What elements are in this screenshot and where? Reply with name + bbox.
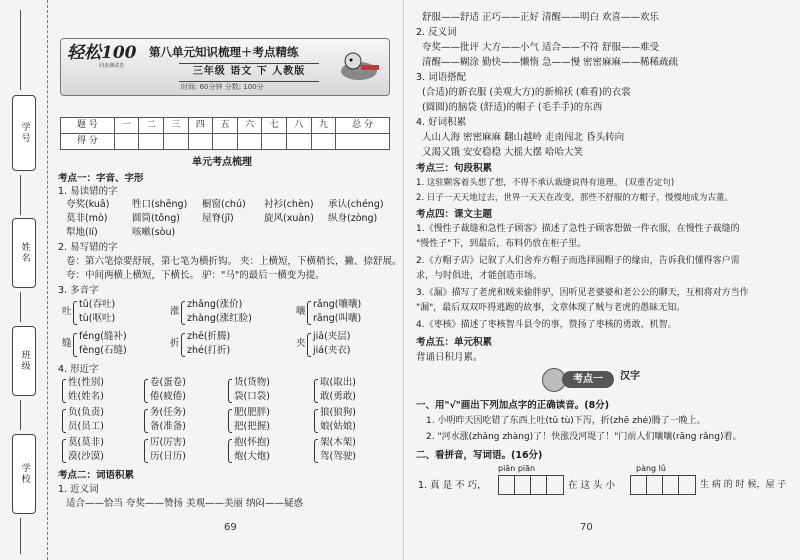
similar-char: 莫(莫非) — [68, 437, 104, 448]
word-item: 犁地(lí) — [66, 227, 98, 238]
similar-char: 肥(肥胖) — [234, 407, 270, 418]
score-cell: 七 — [262, 118, 287, 134]
similar-char: 敢(勇敢) — [320, 391, 356, 402]
sentence-line: 2. 日子一天天地过去，世界一天天在改变，那些不舒服的方帽子，慢慢地成为古董。 — [416, 193, 733, 203]
school-box — [12, 434, 36, 514]
theme-line: "漏"，最后双双吓得逃跑的故事，文章体现了贼与老虎的愚昧无知。 — [416, 303, 686, 313]
score-cell: 二 — [139, 118, 164, 134]
theme-line: 3.《漏》描写了老虎和贼来偷胖驴，因听见老婆婆和老公公的聊天，互相将对方当作 — [416, 288, 749, 298]
class-label: 班级 — [19, 350, 30, 372]
subsection-heading: 3. 多音字 — [58, 285, 99, 296]
left-page — [52, 0, 400, 560]
brace — [62, 439, 66, 463]
score-cell: 题 号 — [61, 118, 115, 134]
page-title: 第八单元知识梳理＋考点精练 — [149, 45, 299, 59]
score-input-cell[interactable] — [336, 134, 390, 150]
answer-cell[interactable] — [531, 476, 547, 494]
section-heading: 考点三：句段积累 — [416, 163, 493, 174]
word-line: 清醒——糊涂 勤快——懒惰 急——慢 密密麻麻——稀稀疏疏 — [422, 57, 679, 68]
score-cell: 三 — [163, 118, 188, 134]
similar-char: 袋(口袋) — [234, 391, 270, 402]
brace — [307, 333, 311, 357]
topic-badge-pill: 考点一 — [562, 371, 614, 388]
similar-char: 备(准备) — [150, 421, 186, 432]
polyphone-reading: tù(呕吐) — [79, 313, 116, 324]
unit-title: 单元考点梳理 — [192, 157, 252, 168]
word-item: 承认(chéng) — [328, 199, 384, 210]
section-heading: 考点五：单元积累 — [416, 337, 493, 348]
answer-cell[interactable] — [631, 476, 647, 494]
brand-logo-sub: 同步测试卷 — [99, 63, 125, 69]
name-box — [12, 218, 36, 288]
brace — [181, 301, 185, 325]
binding-line — [20, 10, 21, 90]
answer-cell[interactable] — [499, 476, 515, 494]
theme-line: 2.《方帽子店》记叙了人们舍弃方帽子而选择圆帽子的缘由，告诉我们懂得客户需 — [416, 256, 740, 266]
section-heading: 考点四：课文主题 — [416, 209, 493, 220]
score-input-cell[interactable] — [163, 134, 188, 150]
brace — [73, 333, 77, 357]
brace — [73, 301, 77, 325]
polyphone-char: 折 — [170, 338, 180, 349]
score-cell: 一 — [114, 118, 139, 134]
score-input-cell[interactable] — [237, 134, 262, 150]
subsection-heading: 4. 好词积累 — [416, 117, 467, 128]
score-cell: 得 分 — [61, 134, 115, 150]
score-table — [60, 117, 390, 150]
brace — [144, 379, 148, 403]
polyphone-reading: zhàng(涨红脸) — [187, 313, 252, 324]
word-item: 旋风(xuàn) — [264, 213, 314, 224]
brace — [314, 409, 318, 433]
brace — [307, 301, 311, 325]
page-number: 70 — [580, 522, 593, 533]
theme-line: 4.《枣核》描述了枣核智斗县令的事，赞扬了枣核的勇敢、机智。 — [416, 320, 677, 330]
question-item: 生 病 的 时 候，屋 子 — [700, 480, 787, 490]
similar-char: 驾(驾驶) — [320, 451, 356, 462]
binding-strip — [0, 0, 48, 560]
brace — [144, 409, 148, 433]
word-item: 咳嗽(sòu) — [132, 227, 176, 238]
page-spine — [403, 0, 404, 560]
theme-line: 1.《慢性子裁缝和急性子顾客》描述了急性子顾客想做一件衣服，在慢性子裁缝的 — [416, 224, 740, 234]
score-cell: 九 — [311, 118, 336, 134]
topic-badge-label: 汉字 — [620, 371, 640, 382]
similar-char: 货(货物) — [234, 377, 270, 388]
word-line: 夸奖——批评 大方——小气 适合——不符 舒服——难受 — [422, 42, 660, 53]
page-subtitle: 三年级 语文 下 人教版 — [179, 63, 319, 82]
subsection-heading: 2. 易写错的字 — [58, 242, 118, 253]
word-line: 又渴又饿 安安稳稳 大摇大摆 哈哈大笑 — [422, 147, 584, 158]
word-item: 纵身(zòng) — [328, 213, 378, 224]
answer-grid[interactable] — [498, 475, 564, 495]
similar-char: 厉(厉害) — [150, 437, 186, 448]
polyphone-char: 夹 — [296, 338, 306, 349]
answer-cell[interactable] — [515, 476, 531, 494]
answer-cell[interactable] — [647, 476, 663, 494]
header-banner — [60, 38, 390, 96]
score-input-cell[interactable] — [287, 134, 312, 150]
school-label: 学校 — [19, 463, 30, 485]
word-item: 夸奖(kuā) — [66, 199, 110, 210]
section-heading: 考点一：字音、字形 — [58, 173, 144, 184]
mascot-icon — [337, 49, 381, 83]
similar-char: 取(取出) — [320, 377, 356, 388]
score-input-cell[interactable] — [262, 134, 287, 150]
brand-logo: 轻松100 — [67, 43, 137, 63]
synonym-line: 适合——恰当 夸奖——赞扬 美观——美丽 纳闷——疑惑 — [66, 498, 304, 509]
class-box — [12, 326, 36, 396]
polyphone-char: 涨 — [170, 306, 180, 317]
theme-line: "慢性子"下，到最后，布料仍放在柜子里。 — [416, 239, 587, 249]
subsection-heading: 1. 易读错的字 — [58, 186, 118, 197]
word-item: 屋脊(jǐ) — [202, 213, 234, 224]
similar-char: 抱(怀抱) — [234, 437, 270, 448]
topic-badge — [542, 368, 642, 390]
score-input-cell[interactable] — [188, 134, 213, 150]
question-item: 1. 小明昨天因吃错了东西上吐(tǔ tù)下泻，折(zhē zhé)腾了一晚上。 — [426, 416, 706, 426]
word-item: 莫非(mò) — [66, 213, 108, 224]
polyphone-char: 缝 — [62, 338, 72, 349]
brace — [228, 409, 232, 433]
polyphone-reading: tǔ(吞吐) — [79, 299, 116, 310]
question-item: 2. "河水涨(zhǎng zhàng)了！快涨没河堤了！"门前人们嚷嚷(rāng rǎng)着。 — [426, 432, 742, 442]
brace — [181, 333, 185, 357]
subsection-heading: 4. 形近字 — [58, 364, 99, 375]
brace — [144, 439, 148, 463]
word-line: (合适)的新衣服 (美观大方)的新棉袄 (难看)的衣裳 — [422, 87, 631, 98]
question-item: 在 这 头 小 — [568, 480, 616, 491]
accumulation-line: 背诵日积月累。 — [416, 352, 483, 363]
word-line: 舒服——舒适 正巧——正好 清醒——明白 欢喜——欢乐 — [422, 12, 660, 23]
score-input-cell[interactable] — [213, 134, 238, 150]
subsection-heading: 3. 词语搭配 — [416, 72, 467, 83]
score-cell: 八 — [287, 118, 312, 134]
time-score-info: 时间: 60分钟 分数: 100分 — [181, 83, 264, 91]
similar-char: 务(任务) — [150, 407, 186, 418]
score-input-cell[interactable] — [114, 134, 139, 150]
writing-note: 夸：中间两横上横短，下横长。 驴："马"的最后一横变为提。 — [66, 270, 325, 281]
brace — [62, 379, 66, 403]
similar-char: 炮(大炮) — [234, 451, 270, 462]
score-cell: 四 — [188, 118, 213, 134]
similar-char: 姓(姓名) — [68, 391, 104, 402]
similar-char: 把(把握) — [234, 421, 270, 432]
similar-char: 架(木架) — [320, 437, 356, 448]
similar-char: 漠(沙漠) — [68, 451, 104, 462]
similar-char: 卷(蛋卷) — [150, 377, 186, 388]
polyphone-char: 嚷 — [296, 306, 306, 317]
student-id-label: 学号 — [19, 122, 30, 144]
polyphone-reading: rǎng(嚷嚷) — [313, 299, 362, 310]
polyphone-char: 吐 — [62, 306, 72, 317]
binding-line — [20, 292, 21, 322]
pinyin-prompt: pàng lǘ — [636, 464, 666, 473]
question-heading: 一、用"√"画出下列加点字的正确读音。(8分) — [416, 400, 610, 411]
binding-line — [20, 175, 21, 215]
subsection-heading: 1. 近义词 — [58, 484, 99, 495]
polyphone-reading: jiá(夹衣) — [313, 345, 351, 356]
page-number: 69 — [224, 522, 237, 533]
similar-char: 性(性别) — [68, 377, 104, 388]
score-input-cell[interactable] — [139, 134, 164, 150]
word-item: 衬衫(chèn) — [264, 199, 314, 210]
similar-char: 倦(疲倦) — [150, 391, 186, 402]
similar-char: 娘(姑娘) — [320, 421, 356, 432]
pinyin-prompt: piān piān — [498, 464, 536, 473]
brace — [314, 379, 318, 403]
similar-char: 负(负责) — [68, 407, 104, 418]
polyphone-reading: zhē(折腾) — [187, 331, 231, 342]
similar-char: 员(员工) — [68, 421, 104, 432]
polyphone-reading: zhé(打折) — [187, 345, 231, 356]
writing-note: 卷：第六笔捺要舒展，第七笔为横折钩。 夹：上横短，下横稍长，撇、捺舒展。 — [66, 256, 402, 267]
brace — [228, 439, 232, 463]
similar-char: 狼(狼狗) — [320, 407, 356, 418]
answer-cell[interactable] — [547, 476, 563, 494]
word-line: (圆圆)的脑袋 (舒适)的帽子 (毛手手)的东西 — [422, 102, 603, 113]
score-cell: 五 — [213, 118, 238, 134]
right-page — [410, 0, 790, 560]
polyphone-reading: fèng(石缝) — [79, 345, 127, 356]
word-item: 橱窗(chú) — [202, 199, 246, 210]
section-heading: 考点二：词语积累 — [58, 470, 135, 481]
answer-cell[interactable] — [679, 476, 695, 494]
score-input-cell[interactable] — [311, 134, 336, 150]
brace — [62, 409, 66, 433]
similar-char: 历(日历) — [150, 451, 186, 462]
answer-cell[interactable] — [663, 476, 679, 494]
binding-line — [20, 400, 21, 430]
question-heading: 二、看拼音，写词语。(16分) — [416, 450, 543, 461]
score-header-row — [61, 118, 390, 134]
word-item: 牲口(shēng) — [132, 199, 188, 210]
word-item: 圆筒(tǒng) — [132, 213, 181, 224]
theme-line: 求，与时俱进，才能创造市场。 — [416, 271, 543, 281]
score-cell: 总 分 — [336, 118, 390, 134]
answer-grid[interactable] — [630, 475, 696, 495]
subsection-heading: 2. 反义词 — [416, 27, 457, 38]
binding-line — [20, 518, 21, 554]
polyphone-reading: jiā(夹层) — [313, 331, 351, 342]
polyphone-reading: rāng(叫嚷) — [313, 313, 362, 324]
score-cell: 六 — [237, 118, 262, 134]
brace — [314, 439, 318, 463]
student-id-box — [12, 95, 36, 171]
polyphone-reading: zhǎng(涨价) — [187, 299, 243, 310]
brace — [228, 379, 232, 403]
polyphone-reading: féng(缝补) — [79, 331, 127, 342]
sentence-line: 1. 这驻颗客着头想了想，不得不承认裁缝说得有道理。 (双重否定句) — [416, 178, 675, 188]
name-label: 姓名 — [19, 242, 30, 264]
word-line: 人山人海 密密麻麻 翻山越岭 走南闯北 昏头转向 — [422, 132, 625, 143]
question-item: 1. 真 是 不 巧， — [418, 480, 487, 491]
score-value-row — [61, 134, 390, 150]
